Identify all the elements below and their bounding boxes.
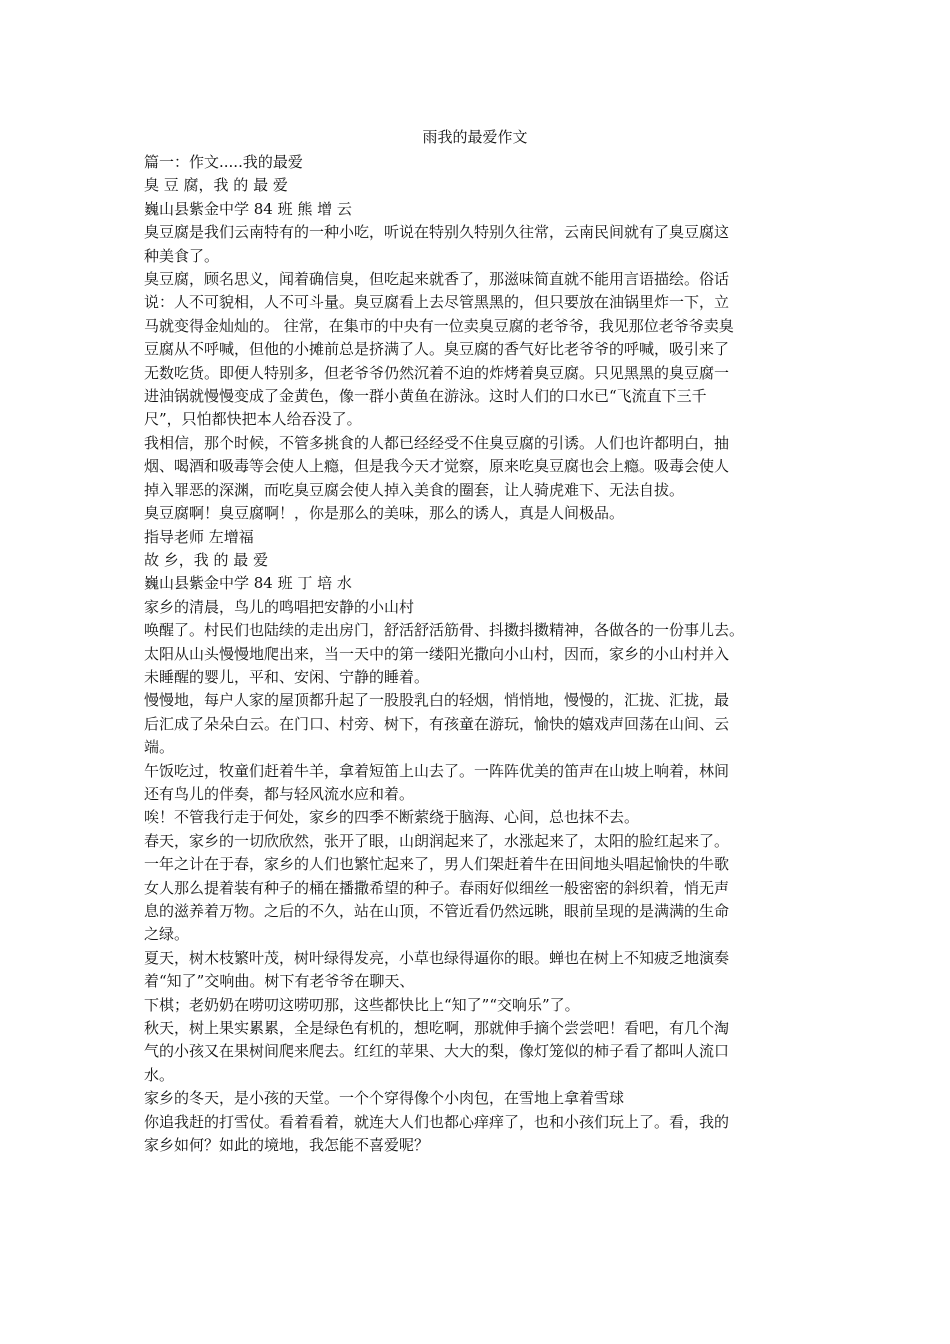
text-line: 家乡的冬天，是小孩的天堂。一个个穿得像个小肉包，在雪地上拿着雪球 <box>144 1089 625 1108</box>
text-line: 巍山县紫金中学 84 班 熊 增 云 <box>144 199 352 218</box>
text-line: 太阳从山头慢慢地爬出来，当一天中的第一缕阳光撒向小山村，因而，家乡的小山村并入 <box>144 644 730 663</box>
text-line: 臭豆腐，顾名思义，闻着确信臭，但吃起来就香了，那滋味简直就不能用言语描绘。俗话 <box>144 270 730 289</box>
text-line: 掉入罪恶的深渊，而吃臭豆腐会使人掉入美食的圈套，让人骑虎难下、无法自拔。 <box>144 480 685 499</box>
text-line: 你追我赶的打雪仗。看着看着，就连大人们也都心痒痒了，也和小孩们玩上了。看，我的 <box>144 1112 730 1131</box>
text-line: 水。 <box>144 1065 175 1084</box>
text-line: 息的滋养着万物。之后的不久，站在山顶，不管近看仍然远眺，眼前呈现的是满满的生命 <box>144 902 730 920</box>
text-line: 篇一：作文.....我的最爱 <box>144 153 303 171</box>
document-body <box>144 151 809 1157</box>
text-line: 气的小孩又在果树间爬来爬去。红红的苹果、大大的梨，像灯笼似的柿子看了都叫人流口 <box>144 1042 730 1061</box>
text-line: 秋天，树上果实累累，全是绿色有机的，想吃啊，那就伸手摘个尝尝吧！看吧，有几个淘 <box>144 1019 730 1038</box>
text-line: 着“知了”交响曲。树下有老爷爷在聊天、 <box>144 972 415 991</box>
text-line: 指导老师 左增福 <box>144 527 254 546</box>
text-line: 还有鸟儿的伴奏，都与轻风流水应和着。 <box>144 784 415 803</box>
text-line: 我相信，那个时候，不管多挑食的人都已经经受不住臭豆腐的引诱。人们也许都明白，抽 <box>144 433 730 452</box>
text-line: 家乡如何？如此的境地，我怎能不喜爱呢？ <box>144 1136 430 1155</box>
text-line: 端。 <box>144 738 175 757</box>
text-line: 午饭吃过，牧童们赶着牛羊，拿着短笛上山去了。一阵阵优美的笛声在山坡上响着，林间 <box>144 761 730 780</box>
text-line: 臭豆腐是我们云南特有的一种小吃，听说在特别久特别久往常，云南民间就有了臭豆腐这 <box>144 223 730 242</box>
text-line: 尺”，只怕都快把本人给吞没了。 <box>144 410 362 429</box>
text-line: 夏天，树木枝繁叶茂，树叶绿得发亮，小草也绿得逼你的眼。蝉也在树上不知疲乏地演奏 <box>144 948 730 967</box>
text-line: 唉！不管我行走于何处，家乡的四季不断萦绕于脑海、心间，总也抹不去。 <box>144 808 640 827</box>
text-line: 臭豆腐啊！臭豆腐啊！，你是那么的美味，那么的诱人，真是人间极品。 <box>144 504 625 523</box>
text-line: 说：人不可貌相，人不可斗量。臭豆腐看上去尽管黑黑的，但只要放在油锅里炸一下，立 <box>144 293 730 312</box>
text-line: 进油锅就慢慢变成了金黄色，像一群小黄鱼在游泳。这时人们的口水已“飞流直下三千 <box>144 387 707 406</box>
text-line: 未睡醒的婴儿，平和、安闲、宁静的睡着。 <box>144 667 430 686</box>
text-line: 春天，家乡的一切欣欣然，张开了眼，山朗润起来了，水涨起来了，太阳的脸红起来了。 <box>144 831 730 850</box>
text-line: 后汇成了朵朵白云。在门口、村旁、树下，有孩童在游玩，愉快的嬉戏声回荡在山间、云 <box>144 714 730 733</box>
text-line: 下棋；老奶奶在唠叨这唠叨那，这些都快比上“知了”“交响乐”了。 <box>144 995 580 1014</box>
text-line: 女人那么提着装有种子的桶在播撒希望的种子。春雨好似细丝一般密密的斜织着，悄无声 <box>144 878 730 897</box>
text-line: 唤醒了。村民们也陆续的走出房门，舒活舒活筋骨、抖擞抖擞精神，各做各的一份事儿去。 <box>144 621 745 640</box>
text-line: 马就变得金灿灿的。 往常，在集市的中央有一位卖臭豆腐的老爷爷，我见那位老爷爷卖臭 <box>144 316 734 335</box>
text-line: 豆腐从不呼喊，但他的小摊前总是挤满了人。臭豆腐的香气好比老爷爷的呼喊，吸引来了 <box>144 340 730 359</box>
text-line: 故 乡，我 的 最 爱 <box>144 550 269 569</box>
text-line: 种美食了。 <box>144 246 220 265</box>
text-line: 慢慢地，每户人家的屋顶都升起了一股股乳白的轻烟，悄悄地，慢慢的，汇拢、汇拢，最 <box>144 691 730 710</box>
text-line: 巍山县紫金中学 84 班 丁 培 水 <box>144 574 352 593</box>
text-line: 一年之计在于春，家乡的人们也繁忙起来了，男人们架赶着牛在田间地头唱起愉快的牛歌 <box>144 855 730 874</box>
document-title: 雨我的最爱作文 <box>422 128 528 146</box>
text-line: 烟、喝酒和吸毒等会使人上瘾，但是我今天才觉察，原来吃臭豆腐也会上瘾。吸毒会使人 <box>144 457 730 476</box>
text-line: 之绿。 <box>144 925 190 944</box>
text-line: 臭 豆 腐，我 的 最 爱 <box>144 176 288 195</box>
text-line: 无数吃货。即便人特别多，但老爷爷仍然沉着不迫的炸烤着臭豆腐。只见黑黑的臭豆腐一 <box>144 363 730 382</box>
text-line: 家乡的清晨，鸟儿的鸣唱把安静的小山村 <box>144 597 415 616</box>
